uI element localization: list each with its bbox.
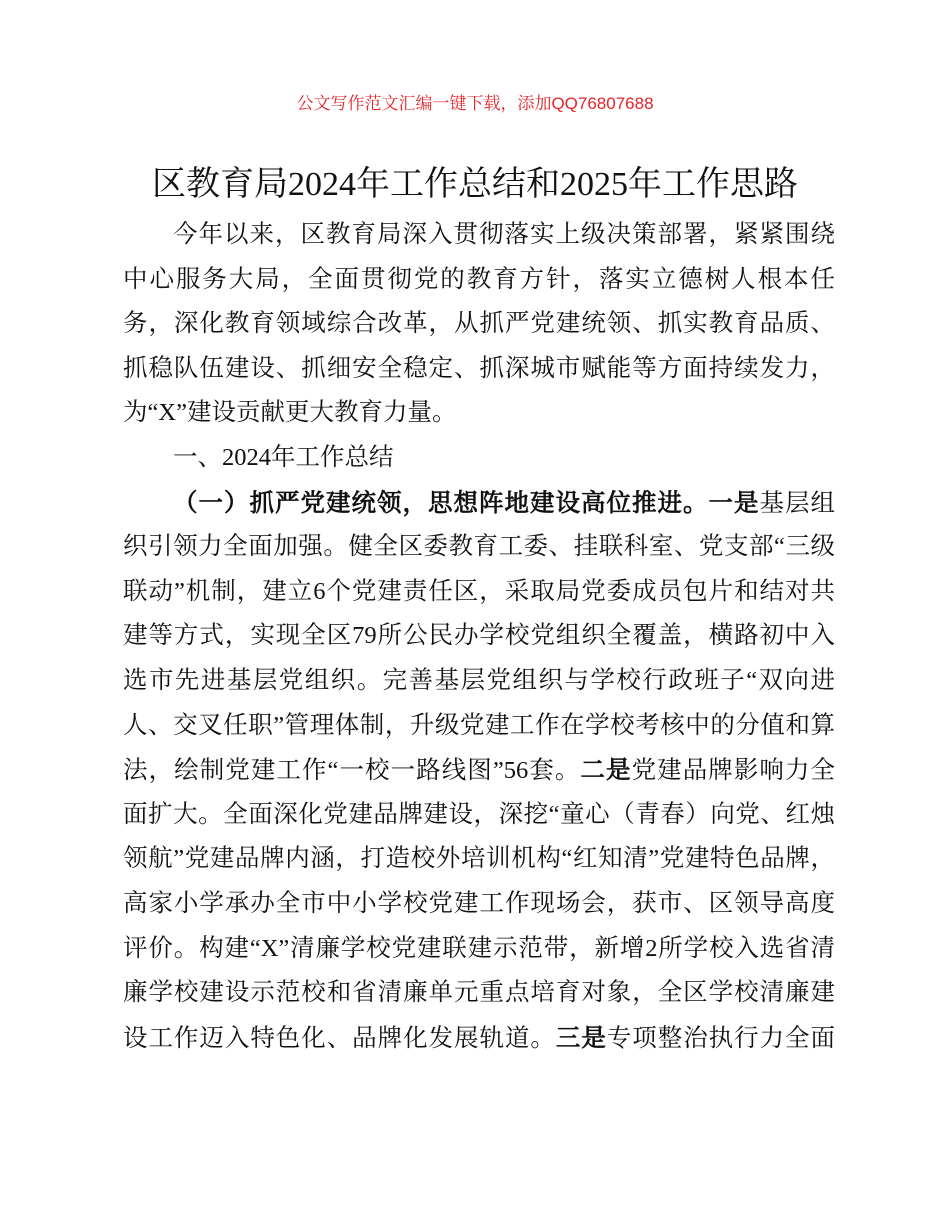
text-line <box>123 347 835 392</box>
paragraph <box>123 481 835 1061</box>
text-line <box>123 927 835 972</box>
text: 一、2024年工作总结 <box>173 443 394 471</box>
text-line <box>123 882 835 927</box>
text: 党建品牌影响力全 <box>631 757 836 785</box>
text: 面扩大。全面深化党建品牌建设，深挖“童心（青春）向党、红烛 <box>123 800 835 828</box>
text: 织引领力全面加强。健全区委教育工委、挂联科室、党支部“三级 <box>123 533 835 561</box>
text-line <box>123 436 835 481</box>
text: 选市先进基层党组织。完善基层党组织与学校行政班子“双向进 <box>123 666 835 694</box>
section-heading <box>123 436 835 481</box>
text: 廉学校建设示范校和省清廉单元重点培育对象，全区学校清廉建 <box>123 979 835 1007</box>
text-line <box>123 971 835 1016</box>
text-line <box>123 302 835 347</box>
bold-text: 二是 <box>580 755 632 785</box>
text-line <box>123 837 835 882</box>
text-line <box>123 391 835 436</box>
text: 联动”机制，建立6个党建责任区，采取局党委成员包片和结对共 <box>123 577 835 605</box>
text: 设工作迈入特色化、品牌化发展轨道。 <box>123 1024 556 1052</box>
text: 为“X”建设贡献更大教育力量。 <box>123 399 457 427</box>
text-line <box>123 793 835 838</box>
text: 法，绘制党建工作“一校一路线图”56套。 <box>123 757 581 785</box>
text-line <box>123 481 835 526</box>
text: 评价。构建“X”清廉学校党建联建示范带，新增2所学校入选省清 <box>123 934 835 962</box>
bold-text: 三是 <box>555 1022 607 1052</box>
paragraph <box>123 213 835 436</box>
text: 今年以来，区教育局深入贯彻落实上级决策部署，紧紧围绕 <box>173 221 835 248</box>
bold-text: （一）抓严党建统领，思想阵地建设高位推进。 <box>173 487 709 517</box>
text-line <box>123 704 835 749</box>
bold-text: 一是 <box>708 487 760 517</box>
text-line <box>123 748 835 793</box>
text: 务，深化教育领域综合改革，从抓严党建统领、抓实教育品质、 <box>123 310 835 338</box>
download-banner: 公文写作范文汇编一键下载，添加QQ76807688 <box>296 94 654 113</box>
text-line <box>123 570 835 615</box>
text-line <box>123 213 835 258</box>
text: 人、交叉任职”管理体制，升级党建工作在学校考核中的分值和算 <box>123 711 835 739</box>
text: 抓稳队伍建设、抓细安全稳定、抓深城市赋能等方面持续发力， <box>123 354 835 382</box>
text: 中心服务大局，全面贯彻党的教育方针，落实立德树人根本任 <box>123 265 835 293</box>
text-line <box>123 258 835 303</box>
document-title: 区教育局2024年工作总结和2025年工作思路 <box>152 166 798 203</box>
text: 建等方式，实现全区79所公民办学校党组织全覆盖，横路初中入 <box>123 622 835 650</box>
text-line <box>123 659 835 704</box>
text-line <box>123 1016 835 1061</box>
text: 专项整治执行力全面 <box>606 1024 836 1052</box>
text: 领航”党建品牌内涵，打造校外培训机构“红知清”党建特色品牌， <box>123 845 835 873</box>
document-body <box>123 213 835 1060</box>
text: 高家小学承办全市中小学校党建工作现场会，获市、区领导高度 <box>123 889 835 917</box>
text-line <box>123 525 835 570</box>
text-line <box>123 614 835 659</box>
text: 基层组 <box>759 489 835 517</box>
